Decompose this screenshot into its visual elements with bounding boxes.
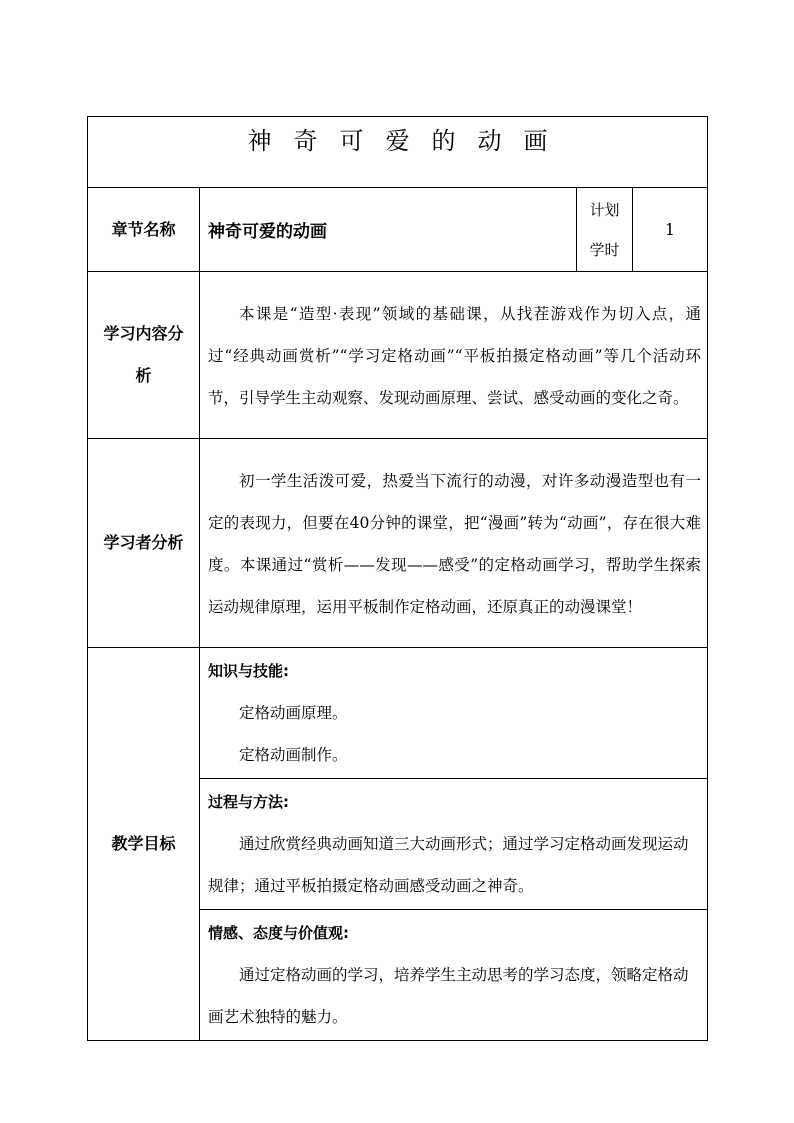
knowledge-heading: 知识与技能: — [208, 662, 289, 680]
content-analysis-text: 本课是“造型·表现”领域的基础课，从找茬游戏作为切入点，通过“经典动画赏析”“学习定格动画”“平板拍摄定格动画”等几个活动环节，引导学生主动观察、发现动画原理、尝试、感受动画的变化之奇。 — [208, 305, 701, 407]
objectives-label: 教学目标 — [88, 648, 200, 1041]
learner-analysis-cell — [200, 439, 708, 648]
knowledge-cell — [200, 648, 708, 779]
content-analysis-label-line1: 学习内容分 — [103, 324, 184, 343]
process-heading: 过程与方法: — [208, 793, 289, 811]
emotion-heading: 情感、态度与价值观: — [208, 924, 349, 942]
content-analysis-row — [88, 272, 708, 439]
emotion-cell — [200, 910, 708, 1041]
content-analysis-cell — [200, 272, 708, 439]
learner-analysis-row — [88, 439, 708, 648]
plan-hours-label — [577, 188, 633, 272]
emotion-text: 通过定格动画的学习，培养学生主动思考的学习态度，领略定格动画艺术独特的魅力。 — [208, 966, 689, 1026]
plan-label-line1: 计划 — [589, 200, 620, 219]
process-text: 通过欣赏经典动画知道三大动画形式；通过学习定格动画发现运动规律；通过平板拍摄定格动画感受动画之神奇。 — [208, 835, 689, 895]
learner-analysis-text: 初一学生活泼可爱，热爱当下流行的动漫，对许多动漫造型也有一定的表现力，但要在40分钟的课堂，把“漫画”转为“动画”，存在很大难度。本课通过“赏析——发现——感受”的定格动画学习，帮助学生探索运动规律原理，运用平板制作定格动画，还原真正的动漫课堂！ — [208, 472, 701, 616]
content-analysis-label — [88, 272, 200, 439]
knowledge-line2: 定格动画制作。 — [239, 746, 348, 764]
learner-analysis-label: 学习者分析 — [88, 439, 200, 648]
plan-hours-value: 1 — [633, 188, 708, 272]
plan-label-line2: 学时 — [589, 240, 620, 259]
lesson-plan-table — [87, 116, 708, 1041]
title-cell — [88, 117, 708, 188]
title-row — [88, 117, 708, 188]
page-title: 神奇可爱的动画 — [247, 127, 570, 155]
chapter-row — [88, 188, 708, 272]
knowledge-line1: 定格动画原理。 — [239, 704, 348, 722]
process-cell — [200, 779, 708, 910]
chapter-name: 神奇可爱的动画 — [200, 188, 577, 272]
chapter-label: 章节名称 — [88, 188, 200, 272]
content-analysis-label-line2: 析 — [135, 366, 152, 385]
objectives-knowledge-row — [88, 648, 708, 779]
